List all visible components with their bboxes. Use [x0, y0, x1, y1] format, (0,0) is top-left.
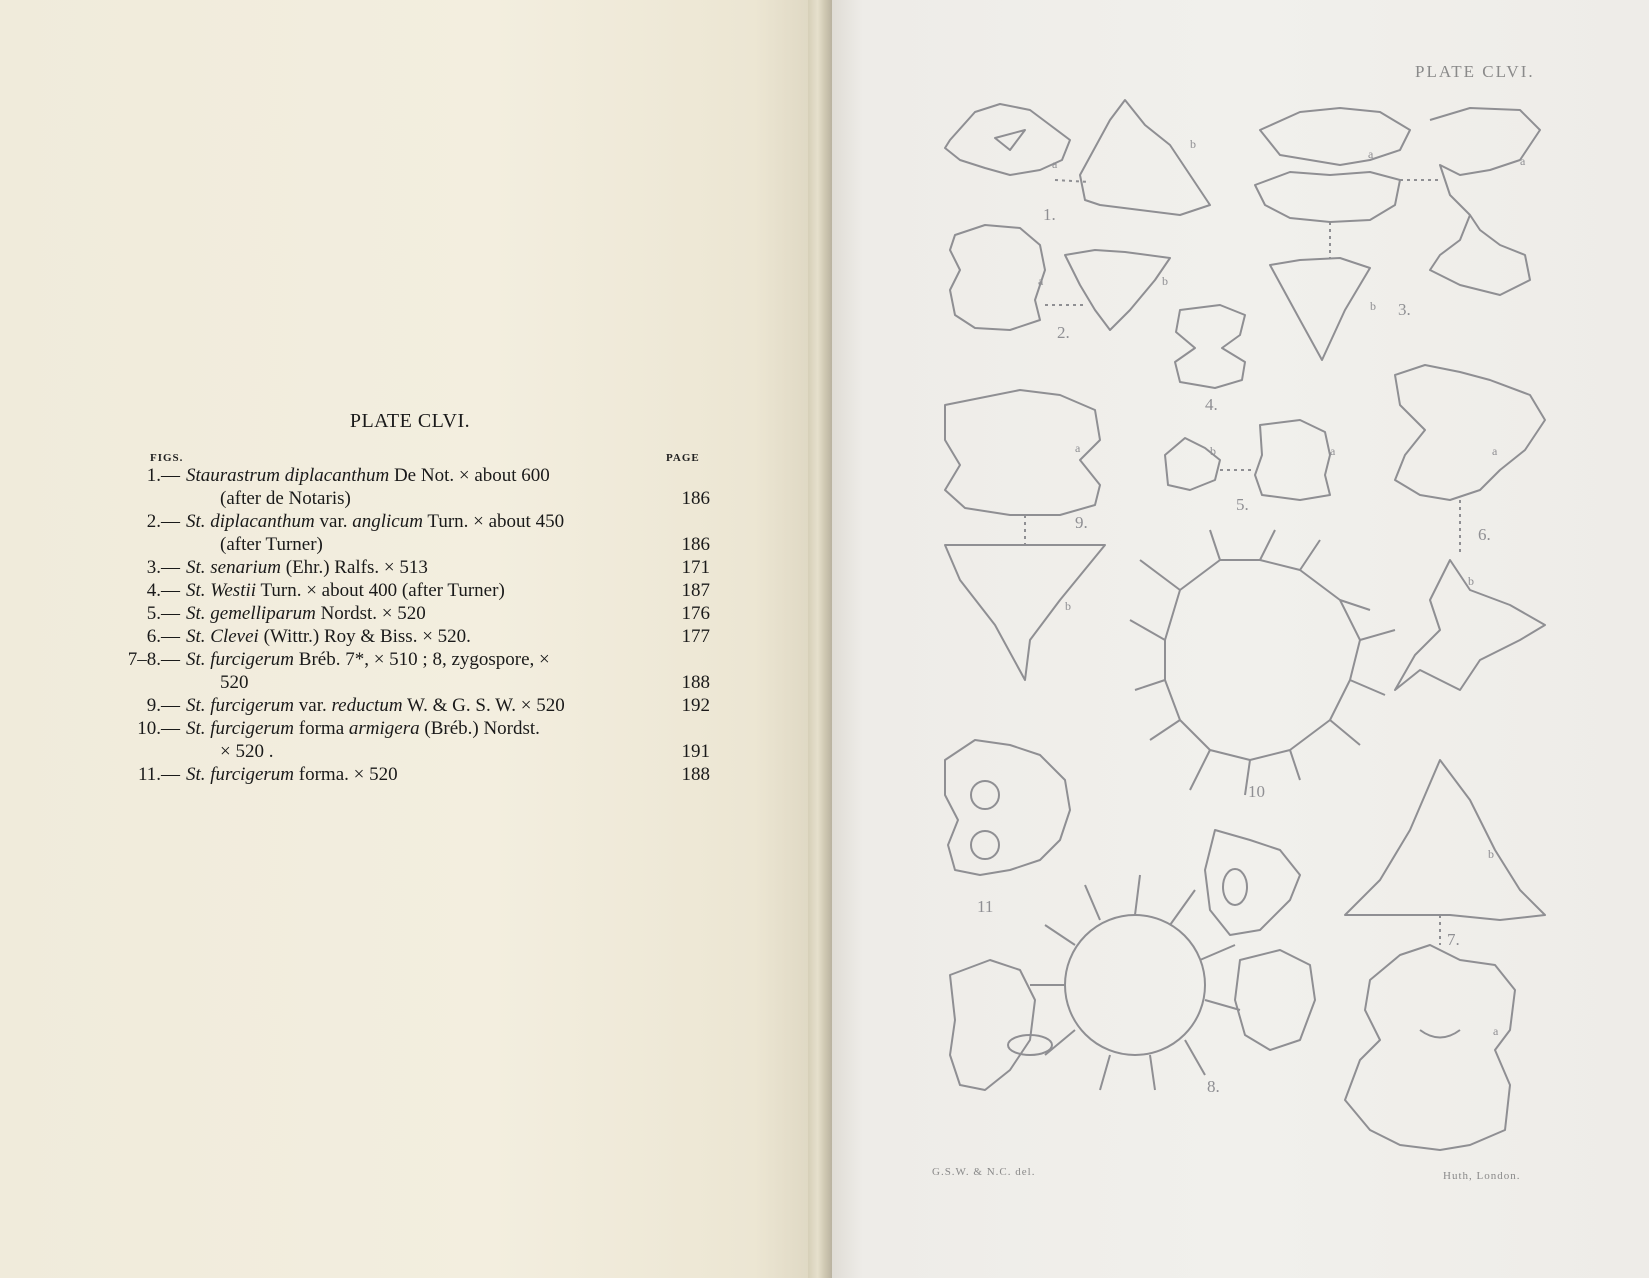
figure-number: 4.— — [146, 580, 180, 601]
species-name: St. Westii — [186, 580, 257, 601]
description-text: Nordst. × 520 — [315, 603, 426, 624]
species-name: St. Clevei — [186, 626, 259, 647]
species-name: St. furcigerum — [186, 695, 295, 716]
figure-label-5: 5. — [1236, 495, 1249, 514]
figure-number: 7–8.— — [127, 649, 180, 670]
page-number: 186 — [681, 534, 710, 555]
continuation-text: (after Turner) — [220, 534, 323, 555]
figure-label-3: 3. — [1398, 300, 1411, 319]
description-text: var. — [314, 511, 353, 532]
figure-7-drawing — [1345, 760, 1545, 1150]
page-number: 191 — [681, 741, 710, 762]
figure-3-drawing — [1255, 108, 1540, 360]
sub-label-a: a — [1038, 274, 1044, 288]
figure-label-2: 2. — [1057, 323, 1070, 342]
figure-2-drawing — [950, 225, 1170, 330]
description-text: forma — [294, 718, 349, 739]
sub-label-a: a — [1492, 444, 1498, 458]
species-name: St. gemelliparum — [186, 603, 316, 624]
figure-8-drawing — [950, 830, 1315, 1090]
continuation-text: 520 — [220, 672, 249, 693]
description-text: forma. × 520 — [294, 764, 398, 785]
description-text: (Wittr.) Roy & Biss. × 520. — [258, 626, 471, 647]
figure-label-9: 9. — [1075, 513, 1088, 532]
figure-label-8: 8. — [1207, 1077, 1220, 1096]
artist-credit: G.S.W. & N.C. del. — [932, 1166, 1036, 1178]
description-text: De Not. × about 600 — [389, 465, 550, 486]
figure-number: 6.— — [146, 626, 180, 647]
description-text: Turn. × about 400 (after Turner) — [256, 580, 505, 601]
page-column-label: PAGE — [666, 452, 700, 464]
sub-label-a: a — [1368, 147, 1374, 161]
sub-label-a: a — [1075, 441, 1081, 455]
description-text: (Bréb.) Nordst. — [419, 718, 540, 739]
page-number: 188 — [681, 764, 710, 785]
continuation-text: (after de Notaris) — [220, 488, 351, 509]
sub-label-b: b — [1162, 274, 1168, 288]
figure-1-drawing — [945, 100, 1210, 215]
species-name: Staurastrum diplacanthum — [186, 465, 390, 486]
page-number: 171 — [681, 557, 710, 578]
figure-label-10: 10 — [1248, 782, 1265, 801]
species-name: St. diplacanthum — [186, 511, 315, 532]
page-number: 177 — [681, 626, 710, 647]
description-text: (Ehr.) Ralfs. × 513 — [281, 557, 428, 578]
sub-label-b: b — [1210, 444, 1216, 458]
sub-label-a: a — [1493, 1024, 1499, 1038]
figure-label-1: 1. — [1043, 205, 1056, 224]
sub-label-b: b — [1468, 574, 1474, 588]
legend-heading: PLATE CLVI. — [349, 410, 471, 432]
page-number: 187 — [681, 580, 710, 601]
description-text: Turn. × about 450 — [422, 511, 565, 532]
figure-label-7: 7. — [1447, 930, 1460, 949]
figure-number: 11.— — [137, 764, 180, 785]
figure-4-drawing — [1175, 305, 1245, 388]
figure-11-drawing — [945, 740, 1070, 875]
variety-name: armigera — [348, 718, 420, 739]
printer-credit: Huth, London. — [1443, 1170, 1521, 1182]
continuation-text: × 520 . — [220, 741, 274, 762]
sub-label-b: b — [1065, 599, 1071, 613]
figure-label-11: 11 — [977, 897, 994, 916]
variety-name: anglicum — [352, 511, 423, 532]
figure-number: 2.— — [146, 511, 180, 532]
figure-5-drawing — [1165, 420, 1330, 500]
sub-label-b: b — [1488, 847, 1494, 861]
species-name: St. furcigerum — [186, 718, 295, 739]
figure-6-drawing — [1395, 365, 1545, 690]
description-text: var. — [294, 695, 332, 716]
page-number: 192 — [681, 695, 710, 716]
figure-10-drawing — [1130, 530, 1395, 795]
page-number: 188 — [681, 672, 710, 693]
sub-label-a: a — [1330, 444, 1336, 458]
species-name: St. furcigerum — [186, 764, 295, 785]
plate-title: PLATE CLVI. — [1415, 62, 1535, 81]
species-name: St. senarium — [186, 557, 281, 578]
sub-label-a: a — [1520, 154, 1526, 168]
variety-name: reductum — [331, 695, 403, 716]
figure-number: 3.— — [146, 557, 180, 578]
sub-label-b: b — [1370, 299, 1376, 313]
species-name: St. furcigerum — [186, 649, 295, 670]
sub-label-b: b — [1190, 137, 1196, 151]
figure-number: 9.— — [146, 695, 180, 716]
figure-label-6: 6. — [1478, 525, 1491, 544]
figure-number: 10.— — [137, 718, 180, 739]
figure-9-drawing — [945, 390, 1105, 680]
page-number: 176 — [681, 603, 710, 624]
sub-label-a: a — [1052, 157, 1058, 171]
description-text: W. & G. S. W. × 520 — [402, 695, 565, 716]
figure-number: 1.— — [146, 465, 180, 486]
description-text: Bréb. 7*, × 510 ; 8, zygospore, × — [294, 649, 550, 670]
figure-number: 5.— — [146, 603, 180, 624]
figs-column-label: FIGS. — [150, 452, 184, 464]
page-number: 186 — [681, 488, 710, 509]
figure-label-4: 4. — [1205, 395, 1218, 414]
